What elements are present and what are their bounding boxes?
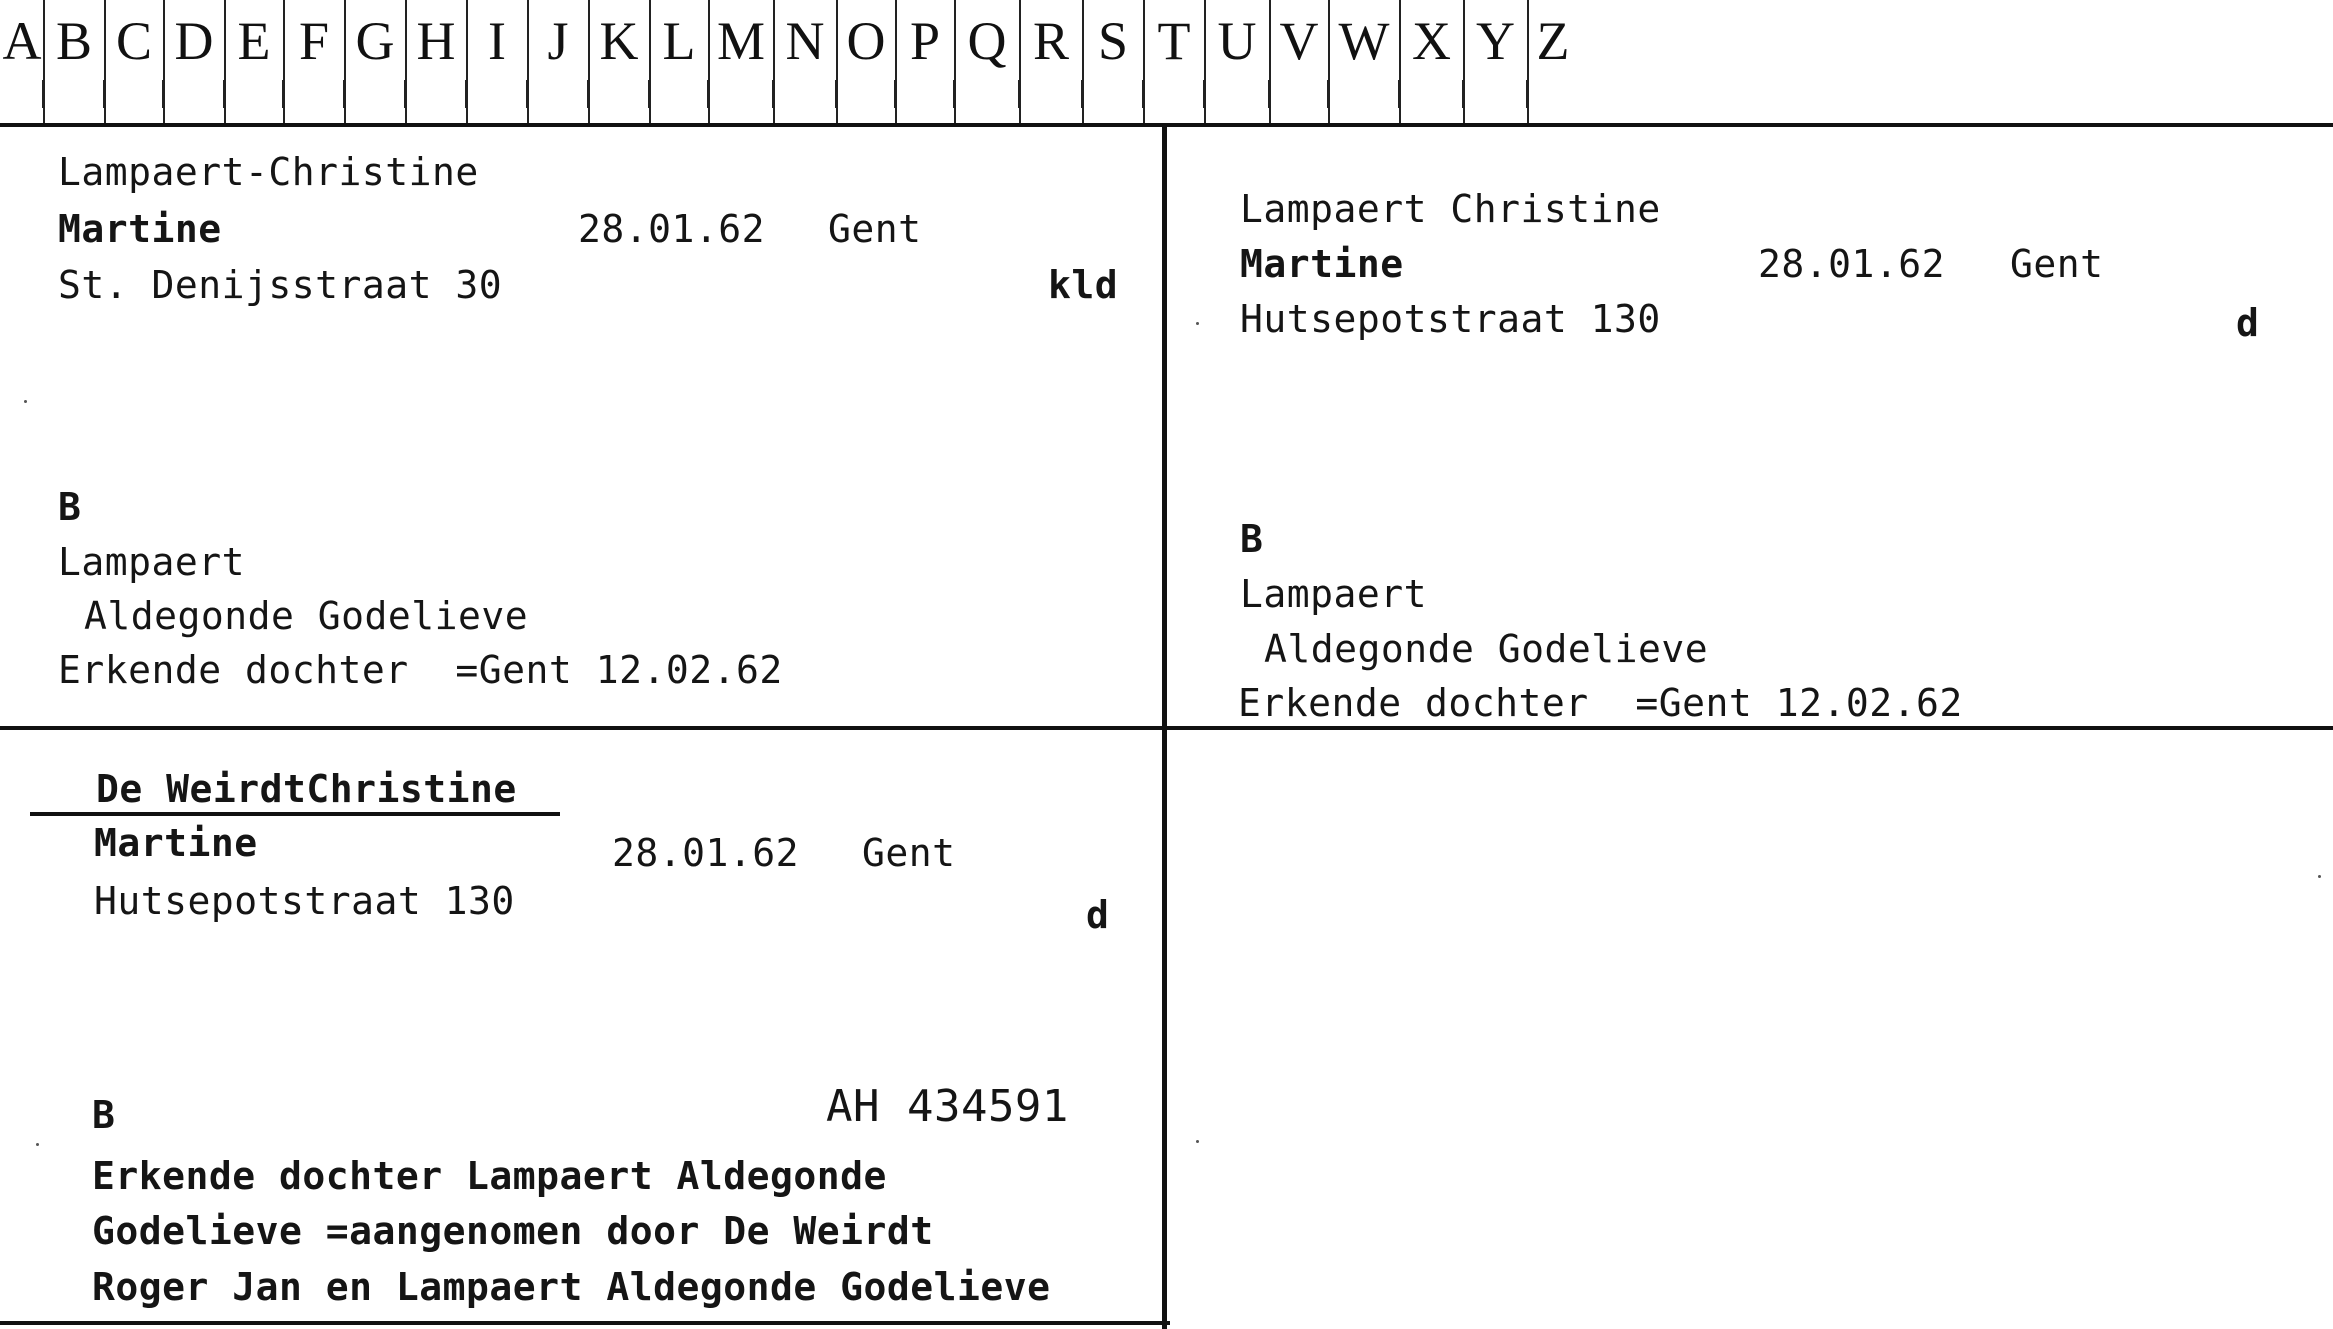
card-parent-surname: Lampaert [58, 540, 246, 584]
alpha-tab-y[interactable]: Y [1476, 11, 1515, 71]
alphabet-index-strip [0, 0, 2333, 127]
card-name-line: De WeirdtChristine [96, 767, 517, 811]
alpha-tab-s[interactable]: S [1097, 11, 1129, 71]
card-name-line: Lampaert Christine [1240, 187, 1661, 231]
alpha-tab-r[interactable]: R [1032, 11, 1070, 71]
card-birth-place: Gent [2010, 242, 2104, 286]
alpha-tab-e[interactable]: E [237, 11, 271, 71]
scan-speck [24, 400, 27, 403]
alpha-tab-b[interactable]: B [55, 11, 93, 71]
card-section: B [1240, 517, 1264, 561]
card-birth-place: Gent [828, 207, 922, 251]
card-code: d [1086, 893, 1110, 937]
card-note-line-1: Erkende dochter Lampaert Aldegonde [92, 1154, 887, 1198]
scan-speck [2318, 875, 2321, 878]
alpha-tab-o[interactable]: O [846, 11, 886, 71]
alpha-tab-i[interactable]: I [488, 11, 506, 71]
card-note-line-3: Roger Jan en Lampaert Aldegonde Godelieve [92, 1265, 1051, 1309]
alpha-tab-t[interactable]: T [1157, 11, 1191, 71]
card-parent-surname: Lampaert [1240, 572, 1428, 616]
card-code: kld [1048, 263, 1119, 307]
card-name-line: Lampaert-Christine [58, 150, 479, 194]
card-birth-date: 28.01.62 [1758, 242, 1946, 286]
card-first-name: Martine [94, 821, 258, 865]
alpha-tab-z[interactable]: Z [1536, 11, 1570, 71]
card-birth-date: 28.01.62 [578, 207, 766, 251]
card-relation: Erkende dochter =Gent 12.02.62 [58, 648, 783, 692]
alpha-tab-k[interactable]: K [599, 11, 639, 71]
card-address: Hutsepotstraat 130 [1240, 297, 1661, 341]
card-bottom-border [0, 1321, 1170, 1325]
name-underline [30, 812, 560, 816]
alpha-tab-l[interactable]: L [662, 11, 696, 71]
card-address: St. Denijsstraat 30 [58, 263, 503, 307]
card-parent-given: Aldegonde Godelieve [84, 594, 529, 638]
alpha-tab-j[interactable]: J [547, 11, 569, 71]
scan-speck [1196, 322, 1199, 325]
card-reference-number: AH 434591 [826, 1081, 1069, 1132]
alpha-tab-x[interactable]: X [1412, 11, 1451, 71]
alpha-tab-u[interactable]: U [1217, 11, 1257, 71]
card-birth-date: 28.01.62 [612, 831, 800, 875]
scan-speck [36, 1143, 39, 1146]
card-section: B [92, 1093, 116, 1137]
alpha-tab-q[interactable]: Q [967, 11, 1007, 71]
alpha-tab-f[interactable]: F [298, 11, 330, 71]
alpha-tab-g[interactable]: G [355, 11, 395, 71]
card-first-name: Martine [1240, 242, 1404, 286]
alpha-tab-m[interactable]: M [716, 11, 765, 71]
card-section: B [58, 485, 82, 529]
alpha-tab-d[interactable]: D [174, 11, 214, 71]
alpha-tab-h[interactable]: H [416, 11, 456, 71]
card-note-line-2: Godelieve =aangenomen door De Weirdt [92, 1209, 934, 1253]
card-address: Hutsepotstraat 130 [94, 879, 515, 923]
alpha-tab-n[interactable]: N [785, 11, 825, 71]
scan-speck [1196, 1140, 1199, 1143]
card-birth-place: Gent [862, 831, 956, 875]
card-code: d [2236, 301, 2260, 345]
alpha-tab-v[interactable]: V [1279, 11, 1319, 71]
alpha-tab-p[interactable]: P [909, 11, 941, 71]
alpha-tab-w[interactable]: W [1338, 11, 1390, 71]
card-parent-given: Aldegonde Godelieve [1264, 627, 1709, 671]
card-first-name: Martine [58, 207, 222, 251]
alpha-tab-a[interactable]: A [2, 11, 42, 71]
index-card-bottom-right-empty [1170, 730, 2333, 1329]
alpha-tab-c[interactable]: C [115, 11, 153, 71]
card-relation: Erkende dochter =Gent 12.02.62 [1238, 681, 1963, 725]
